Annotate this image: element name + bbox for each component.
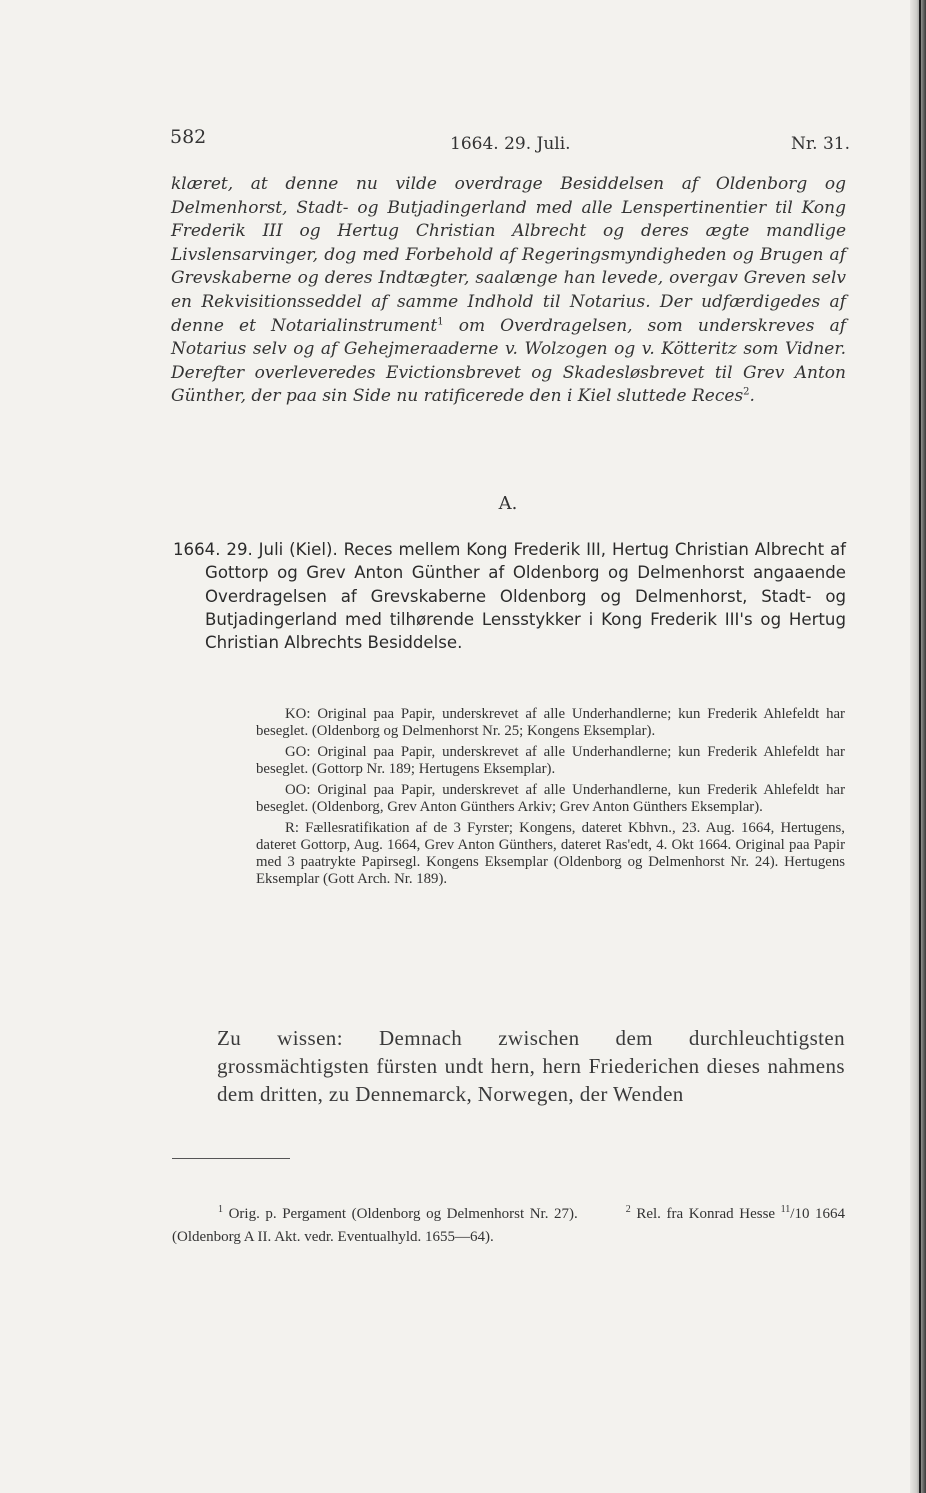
german-text-paragraph: Zu wissen: Demnach zwischen dem durchleuchtigsten grossmächtigsten fürsten undt hern, hern Friederichen dieses nahmens dem dritten, zu Dennemarck, Norwegen, der Wenden <box>217 1026 845 1106</box>
page-edge-shadow <box>910 0 926 1493</box>
source-r: R: Fællesratifikation af de 3 Fyrster; Kongens, dateret Kbhvn., 23. Aug. 1664, Hertugens, dateret Gottorp, Aug. 1664, Grev Anton Günthers, dateret Ras'edt, 4. Okt 1664. Original paa Papir med 3 paatrykte Papirsegl. Kongens Eksemplar (Oldenborg og Delmenhorst Nr. 24). Hertugens Eksemplar (Gott Arch. Nr. 189). <box>256 820 845 887</box>
page-number: 582 <box>170 126 207 148</box>
footnote-2-date-sup: 11 <box>780 1204 791 1215</box>
page-header <box>170 126 850 156</box>
german-document-text <box>217 1024 845 1108</box>
document-number: Nr. 31. <box>791 134 850 154</box>
sources-list <box>256 706 845 892</box>
footnote-1-text: Orig. p. Pergament (Oldenborg og Delmenhorst Nr. 27). <box>228 1206 578 1222</box>
footnote-2-text: Rel. fra Konrad Hesse <box>636 1206 776 1222</box>
source-go: GO: Original paa Papir, underskrevet af alle Underhandlerne; kun Frederik Ahlefeldt har beseglet. (Gottorp Nr. 189; Hertugens Eksemplar). <box>256 744 845 777</box>
footnotes-paragraph <box>172 1203 845 1249</box>
italic-text-part-2: om Overdragelsen, som underskreves af Notarius selv og af Gehejmeraaderne v. Wolzogen og v. Kötteritz som Vidner. Derefter overleveredes Evictionsbrevet og Skadesløsbrevet til Grev Anton Günther, der paa sin Side nu ratificerede den i Kiel sluttede Reces <box>171 315 846 407</box>
source-ko: KO: Original paa Papir, underskrevet af alle Underhandlerne; kun Frederik Ahlefeldt har beseglet. (Oldenborg og Delmenhorst Nr. 25; Kongens Eksemplar). <box>256 706 845 739</box>
source-oo: OO: Original paa Papir, underskrevet af alle Underhandlerne, kun Frederik Ahlefeldt har beseglet. (Oldenborg, Grev Anton Günthers Arkiv; Grev Anton Günthers Eksemplar). <box>256 782 845 815</box>
footnotes <box>172 1203 845 1249</box>
footnote-2-date-rest: /10 1664 (Oldenborg A II. Akt. vedr. Eventualhyld. 1655—64). <box>172 1206 846 1245</box>
regest-heading-block <box>173 538 846 654</box>
regest-text: 1664. 29. Juli (Kiel). Reces mellem Kong Frederik III, Hertug Christian Albrecht af Gottorp og Grev Anton Günther af Oldenborg og Delmenhorst angaaende Overdragelsen af Grevskaberne Oldenborg og Delmenhorst, Stadt- og Butjadingerland med tilhørende Lensstykker i Kong Frederik III's og Hertug Christian Albrechts Besiddelse. <box>173 540 846 653</box>
page-edge-line <box>919 0 921 1493</box>
footnote-2-mark: 2 <box>625 1204 631 1215</box>
section-heading: A. <box>498 493 518 514</box>
footnote-ref-2: 2 <box>743 386 750 398</box>
footnote-divider <box>172 1158 290 1159</box>
footnote-1-mark: 1 <box>218 1204 223 1215</box>
italic-paragraph-text <box>171 173 846 409</box>
italic-text-part-3: . <box>749 386 755 407</box>
italic-text-part-1: klæret, at denne nu vilde overdrage Besiddelsen af Oldenborg og Delmenhorst, Stadt- og Butjadingerland med alle Lenspertinentier til Kong Frederik III og Hertug Christian Albrecht og deres ægte mandlige Livslensarvinger, dog med Forbehold af Regeringsmyndigheden og Brugen af Grevskaberne og deres Indtægter, saalænge han levede, overgav Greven selv en Rekvisitionsseddel af samme Indhold til Notarius. Der udfærdigedes af denne et Notarialinstrument <box>171 174 846 336</box>
footnote-ref-1: 1 <box>437 315 444 327</box>
header-date: 1664. 29. Juli. <box>450 134 571 154</box>
italic-summary-paragraph <box>171 173 846 409</box>
